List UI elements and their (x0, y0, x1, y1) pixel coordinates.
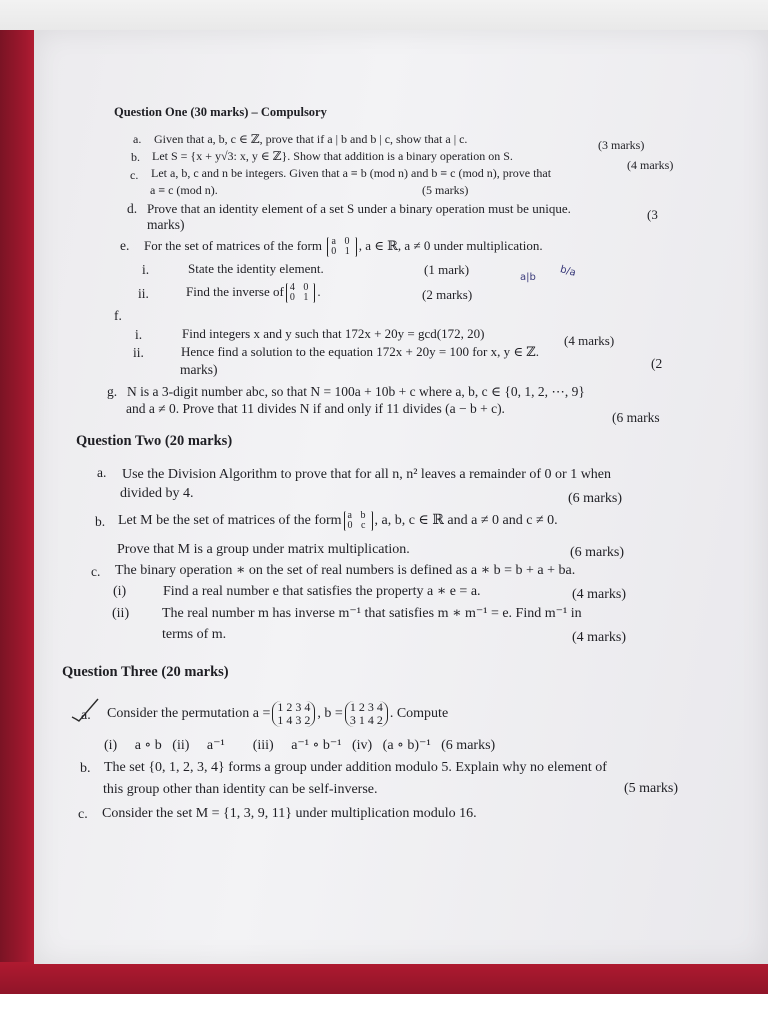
q1b-label: b. (131, 150, 140, 164)
q1ei-text: State the identity element. (188, 261, 324, 276)
q3a-parts: (i) a ∘ b (ii) a⁻¹ (iii) a⁻¹ ∘ b⁻¹ (iv) (a ∘ b)⁻¹ (6 marks) (104, 738, 496, 753)
q2ci-text: Find a real number e that satisfies the property a ∗ e = a. (163, 584, 481, 599)
matrix-row: 0 1 (331, 246, 353, 258)
q2b-label: b. (95, 514, 106, 529)
handwritten-note-2: b/a (558, 264, 578, 279)
q3b-text2: this group other than identity can be self-inverse. (103, 782, 378, 797)
q1c-text1: Let a, b, c and n be integers. Given that a ≡ b (mod n) and b ≡ c (mod n), prove that (151, 166, 552, 180)
q2-heading: Question Two (20 marks) (76, 433, 233, 449)
q2a-text1: Use the Division Algorithm to prove that for all n, n² leaves a remainder of 0 or 1 when (122, 467, 612, 482)
q2a-text2: divided by 4. (120, 486, 194, 501)
q2b-text2: Prove that M is a group under matrix multiplication. (117, 542, 410, 557)
q1g-label: g. (107, 384, 118, 399)
q1fi-marks: (4 marks) (564, 333, 615, 348)
q3a-label: a. (81, 708, 91, 723)
q1eii-post: . (317, 284, 321, 299)
q2ci-marks: (4 marks) (572, 587, 627, 602)
q1d-text1: Prove that an identity element of a set S under a binary operation must be unique. (147, 201, 571, 216)
q1d-text2: marks) (147, 217, 185, 232)
q2a-marks: (6 marks) (568, 491, 623, 506)
q3c-label: c. (78, 807, 88, 822)
q1eii-pre: Find the inverse of (186, 284, 284, 299)
q2b-marks: (6 marks) (570, 545, 625, 560)
matrix-row: 4 0 (289, 282, 312, 294)
q1eii-marks: (2 marks) (422, 287, 473, 302)
perm-a (272, 701, 315, 727)
q1c-marks: (5 marks) (422, 183, 469, 197)
perm-b (345, 701, 388, 727)
q2cii-label: (ii) (112, 606, 130, 621)
background-top (0, 0, 768, 30)
q1e-post: , a ∈ ℝ, a ≠ 0 under multiplication. (358, 238, 543, 253)
q1fi-label: i. (135, 327, 143, 342)
q2b-pre: Let M be the set of matrices of the form (118, 513, 342, 528)
q1fi-text: Find integers x and y such that 172x + 20y = gcd(172, 20) (182, 326, 485, 341)
q2cii-text2: terms of m. (162, 627, 227, 642)
q1fii-text2: marks) (180, 362, 218, 377)
perm-row: 1 2 3 4 (277, 699, 311, 714)
q1e-matrix (327, 237, 357, 257)
q1a-label: a. (133, 132, 142, 146)
q1d-marks-open: (3 (647, 207, 658, 222)
q3b-marks: (5 marks) (624, 781, 679, 796)
q2c-text: The binary operation ∗ on the set of real numbers is defined as a ∗ b = b + a + ba. (115, 563, 576, 578)
q3b-text1: The set {0, 1, 2, 3, 4} forms a group under addition modulo 5. Explain why no element of (104, 760, 607, 775)
q1d-label: d. (127, 201, 138, 216)
q1g-marks: (6 marks (612, 410, 660, 425)
q1ei-label: i. (142, 262, 150, 277)
q1eii-text (186, 280, 321, 304)
background-red-cloth-bottom (0, 962, 768, 996)
q3a-text (107, 697, 448, 731)
q3b-label: b. (80, 761, 91, 776)
perm-row: 1 4 3 2 (277, 712, 311, 727)
background-red-cloth-left (0, 30, 36, 990)
q1fii-marks-open: (2 (651, 356, 663, 371)
q1-heading: Question One (30 marks) – Compulsory (114, 105, 327, 119)
q1ei-marks: (1 mark) (424, 262, 470, 277)
q3-heading: Question Three (20 marks) (62, 664, 229, 680)
q3a-pre: Consider the permutation a = (107, 706, 271, 721)
q1b-marks: (4 marks) (627, 158, 674, 172)
q1b-text: Let S = {x + y√3: x, y ∈ ℤ}. Show that addition is a binary operation on S. (152, 149, 513, 163)
q1a-marks: (3 marks) (598, 138, 645, 152)
matrix-row: a 0 (331, 236, 353, 248)
q1fii-label: ii. (133, 345, 144, 360)
q2cii-marks: (4 marks) (572, 630, 627, 645)
q2b-post: , a, b, c ∈ ℝ and a ≠ 0 and c ≠ 0. (374, 513, 558, 528)
q1c-label: c. (130, 168, 139, 182)
q1eii-matrix (286, 283, 316, 303)
q2b-text1 (118, 508, 558, 534)
q2c-label: c. (91, 564, 101, 579)
q1f-label: f. (114, 308, 122, 323)
q1e-text (144, 234, 543, 258)
q1g-text1: N is a 3-digit number abc, so that N = 100a + 10b + c where a, b, c ∈ {0, 1, 2, ⋯, 9} (127, 384, 585, 399)
q1e-label: e. (120, 238, 130, 253)
q3c-text: Consider the set M = {1, 3, 9, 11} under multiplication modulo 16. (102, 806, 477, 821)
q3a-post: . Compute (389, 706, 449, 721)
q2cii-text1: The real number m has inverse m⁻¹ that satisfies m ∗ m⁻¹ = e. Find m⁻¹ in (162, 606, 582, 621)
q1c-text2: a ≡ c (mod n). (150, 183, 218, 197)
q1fii-text: Hence find a solution to the equation 172x + 20y = 100 for x, y ∈ ℤ. (181, 344, 539, 359)
matrix-row: 0 c (347, 519, 369, 531)
background-bottom (0, 994, 768, 1024)
q1e-pre: For the set of matrices of the form (144, 238, 322, 253)
q1a-text: Given that a, b, c ∈ ℤ, prove that if a | b and b | c, show that a | c. (154, 132, 468, 146)
matrix-row: 0 1 (289, 292, 312, 304)
q2ci-label: (i) (113, 584, 127, 599)
q2b-matrix (344, 511, 373, 531)
q3a-mid: , b = (317, 706, 343, 721)
matrix-row: a b (347, 509, 369, 521)
q2a-label: a. (97, 465, 107, 480)
q1g-text2: and a ≠ 0. Prove that 11 divides N if and only if 11 divides (a − b + c). (126, 401, 505, 416)
perm-row: 1 2 3 4 (349, 699, 383, 714)
perm-row: 3 1 4 2 (349, 712, 383, 727)
q1eii-label: ii. (138, 286, 149, 301)
handwritten-note-1: a|b (520, 272, 536, 283)
